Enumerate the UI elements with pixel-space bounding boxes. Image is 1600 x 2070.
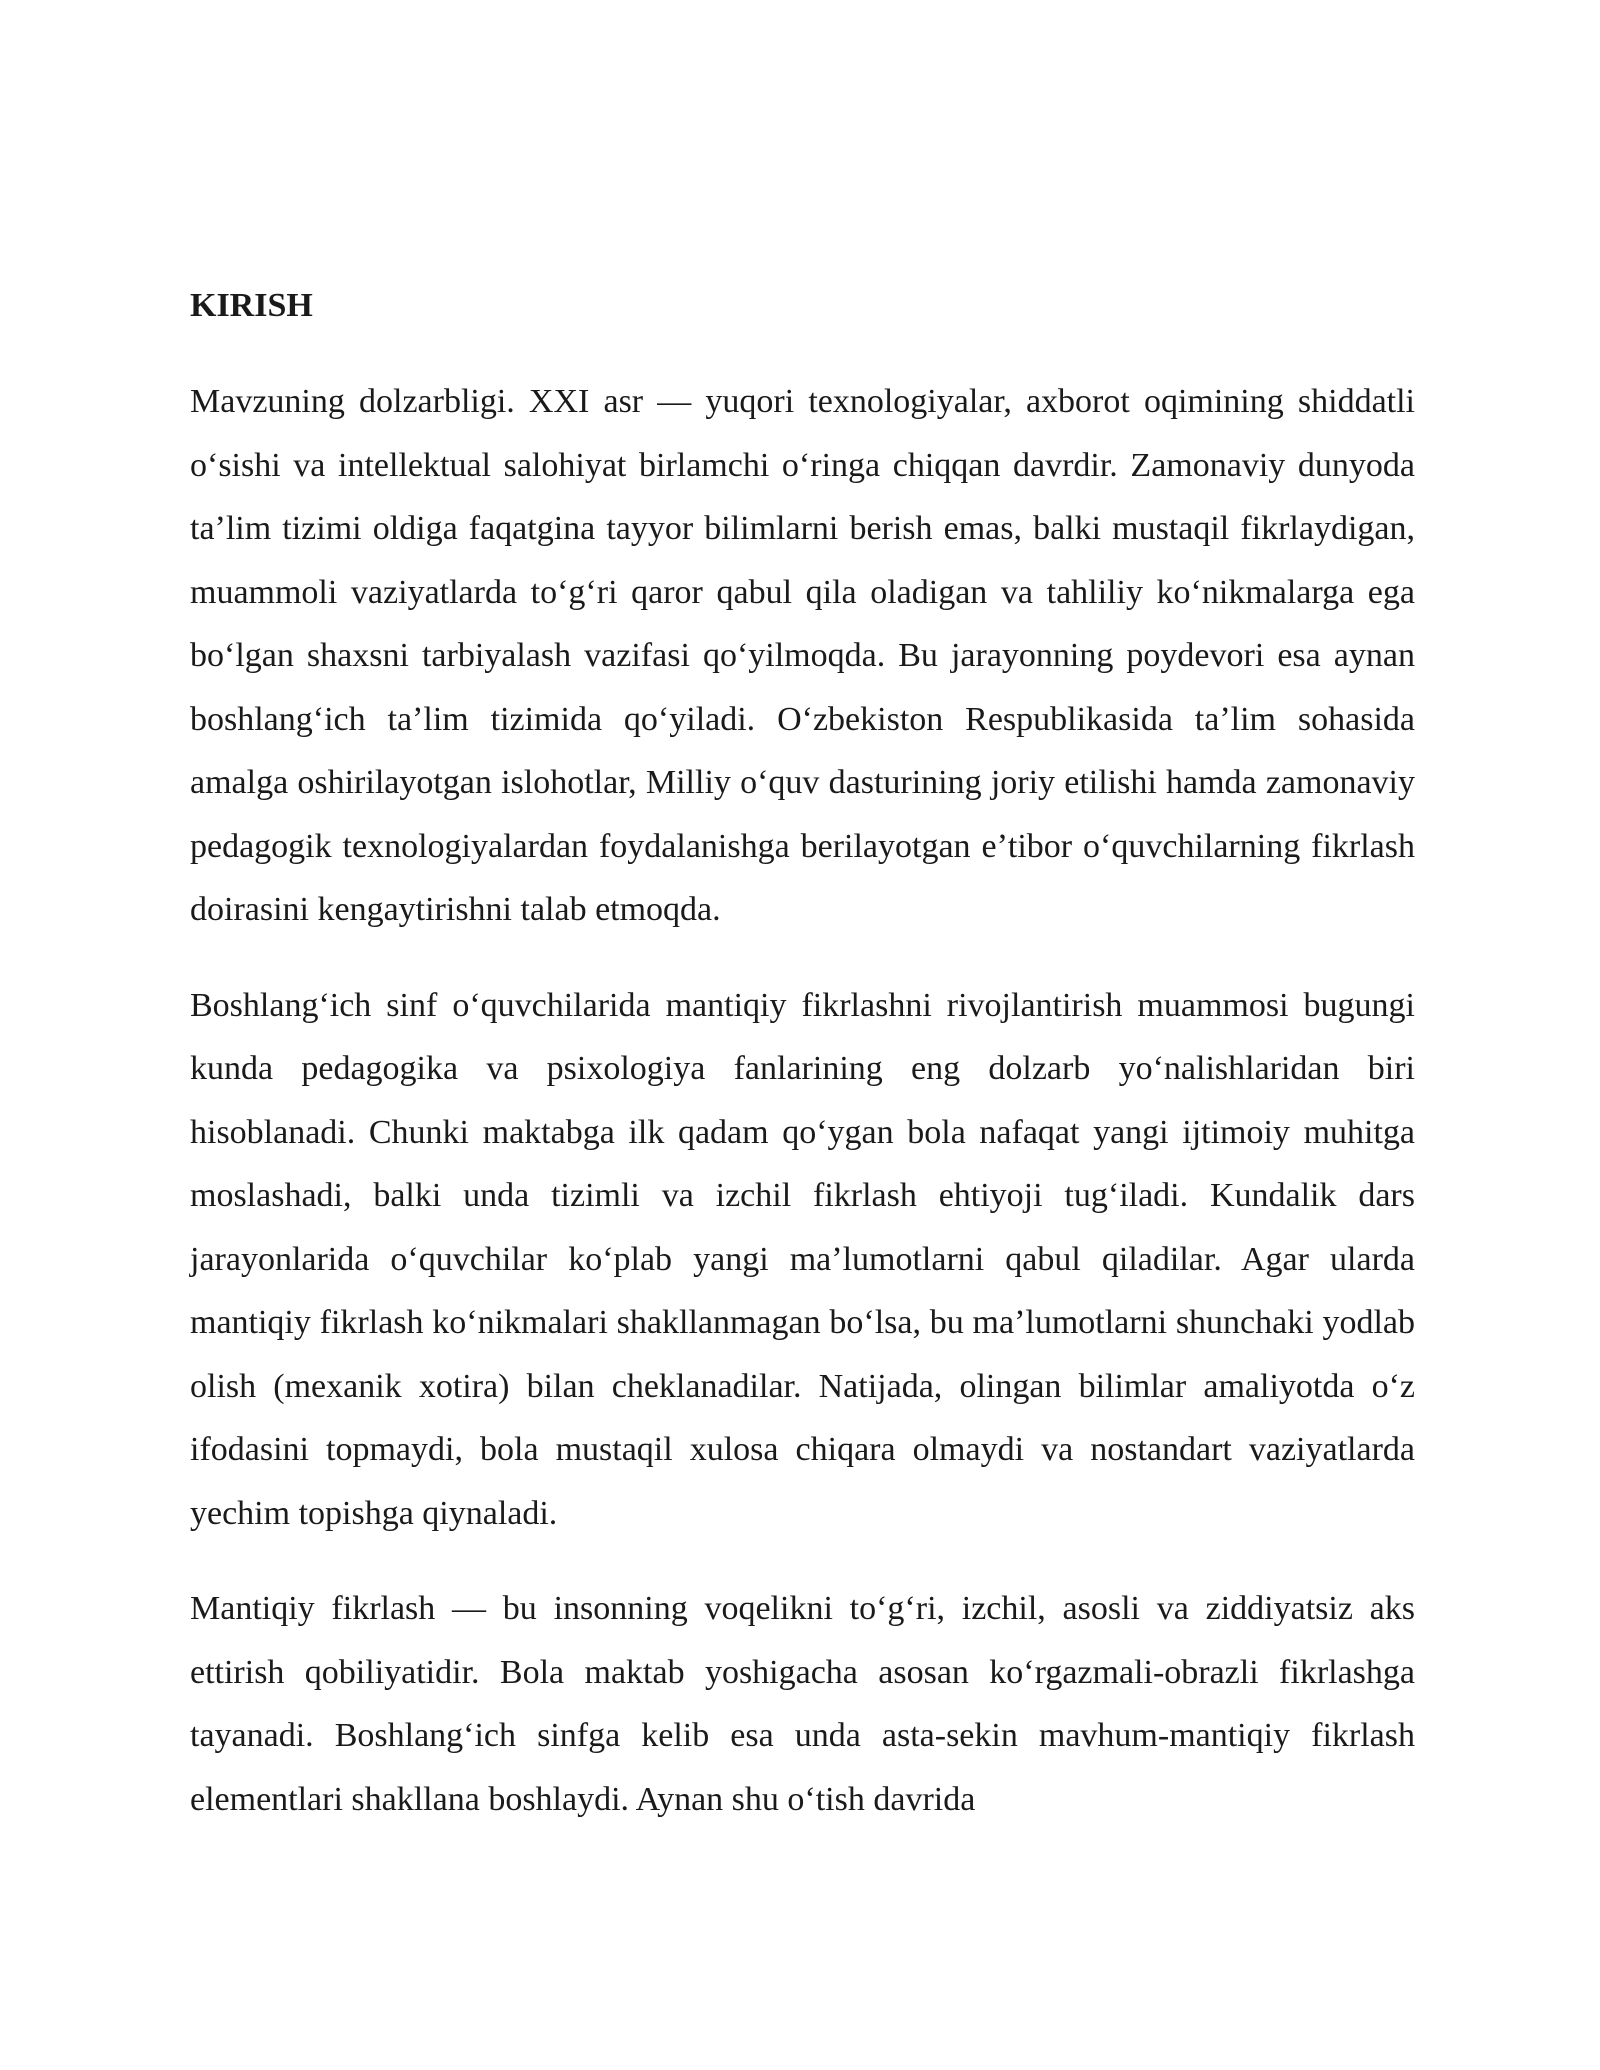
paragraph-logical-thinking-definition: Mantiqiy fikrlash — bu insonning voqelikni toʻgʻri, izchil, asosli va ziddiyatsiz aks ettirish qobiliyatidir. Bola maktab yoshigacha asosan koʻrgazmali-obrazli fikrlashga tayanadi. Boshlangʻich sinfga kelib esa unda asta-sekin mavhum-mantiqiy fikrlash elementlari shakllana boshlaydi. Aynan shu oʻtish davrida — [190, 1590, 1415, 1818]
paragraph-relevance: Mavzuning dolzarbligi. XXI asr — yuqori texnologiyalar, axborot oqimining shiddatli oʻsishi va intellektual salohiyat birlamchi oʻringa chiqqan davrdir. Zamonaviy dunyoda taʼlim tizimi oldiga faqatgina tayyor bilimlarni berish emas, balki mustaqil fikrlaydigan, muammoli vaziyatlarda toʻgʻri qaror qabul qila oladigan va tahliliy koʻnikmalarga ega boʻlgan shaxsni tarbiyalash vazifasi qoʻyilmoqda. Bu jarayonning poydevori esa aynan boshlangʻich taʼlim tizimida qoʻyiladi. Oʻzbekiston Respublikasida taʼlim sohasida amalga oshirilayotgan islohotlar, Milliy oʻquv dasturining joriy etilishi hamda zamonaviy pedagogik texnologiyalardan foydalanishga berilayotgan eʼtibor oʻquvchilarning fikrlash doirasini kengaytirishni talab etmoqda. — [190, 383, 1415, 928]
page-content — [190, 278, 1415, 1863]
paragraph-logical-thinking-problem: Boshlangʻich sinf oʻquvchilarida mantiqiy fikrlashni rivojlantirish muammosi bugungi kunda pedagogika va psixologiya fanlarining eng dolzarb yoʻnalishlaridan biri hisoblanadi. Chunki maktabga ilk qadam qoʻygan bola nafaqat yangi ijtimoiy muhitga moslashadi, balki unda tizimli va izchil fikrlash ehtiyoji tugʻiladi. Kundalik dars jarayonlarida oʻquvchilar koʻplab yangi maʼlumotlarni qabul qiladilar. Agar ularda mantiqiy fikrlash koʻnikmalari shakllanmagan boʻlsa, bu maʼlumotlarni shunchaki yodlab olish (mexanik xotira) bilan cheklanadilar. Natijada, olingan bilimlar amaliyotda oʻz ifodasini topmaydi, bola mustaqil xulosa chiqara olmaydi va nostandart vaziyatlarda yechim topishga qiynaladi. — [190, 986, 1415, 1532]
section-heading: KIRISH — [190, 287, 313, 324]
